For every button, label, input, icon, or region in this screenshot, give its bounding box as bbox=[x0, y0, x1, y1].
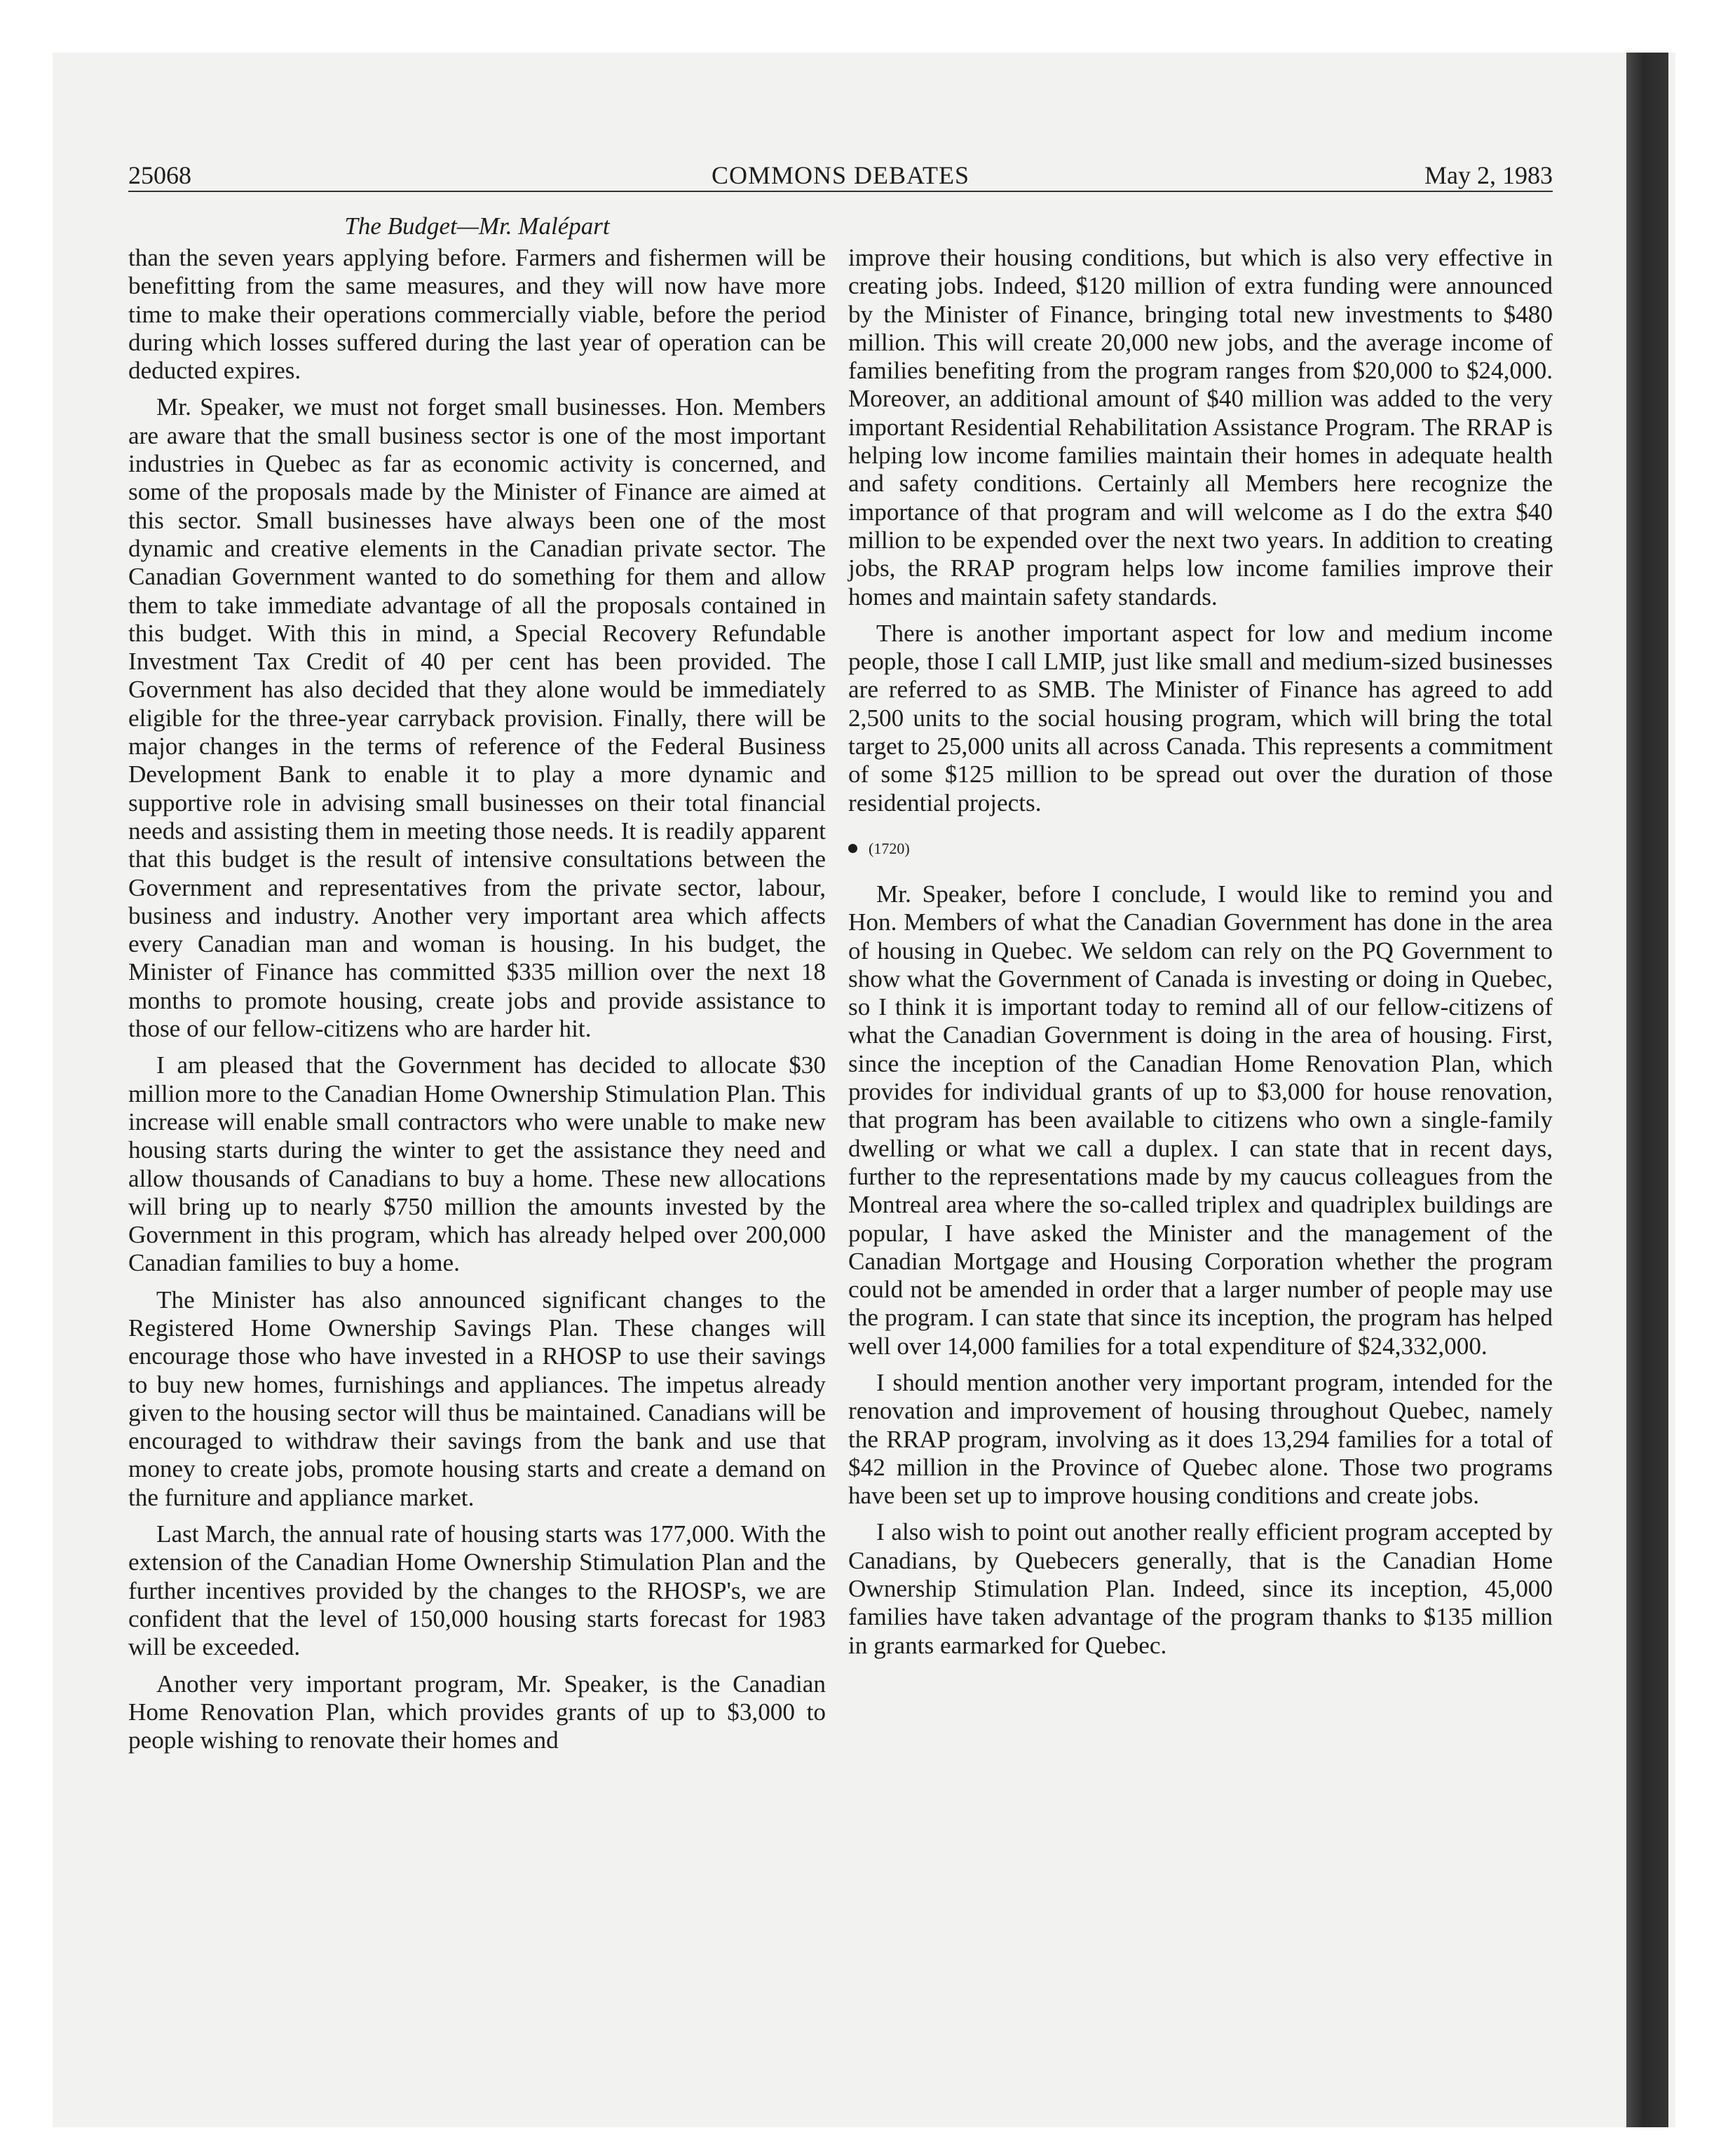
paragraph: Mr. Speaker, before I conclude, I would like to remind you and Hon. Members of what the Canadian Government has done in the area of housing in Quebec. We seldom can rely on the PQ Government to show what the Government of Canada is investing or doing in Quebec, so I think it is important today to remind all of our fellow-citizens of what the Canadian Government is doing in the area of housing. First, since the inception of the Canadian Home Renovation Plan, which provides for individual grants of up to $3,000 for house renovation, that program has been available to citizens who own a single-family dwelling or what we call a duplex. I can state that in recent days, further to the representations made by my caucus colleagues from the Montreal area where the so-called triplex and quadriplex buildings are popular, I have asked the Minister and the management of the Canadian Mortgage and Housing Corporation whether the program could not be amended in order that a larger number of people may use the program. I can state that since its inception, the program has helped well over 14,000 families for a total expenditure of $24,332,000. bbox=[848, 880, 1553, 1360]
running-head: The Budget—Mr. Malépart bbox=[344, 212, 610, 240]
right-column bbox=[848, 244, 1553, 1660]
paragraph: improve their housing conditions, but which is also very effective in creating jobs. Indeed, $120 million of extra funding were announced by the Minister of Finance, bringing total new investments to $480 million. This will create 20,000 new jobs, and the average income of families benefiting from the program ranges from $20,000 to $24,000. Moreover, an additional amount of $40 million was added to the very important Residential Rehabilitation Assistance Program. The RRAP is helping low income families maintain their homes in adequate health and safety conditions. Certainly all Members here recognize the importance of that program and will welcome as I do the extra $40 million to be expended over the next two years. In addition to creating jobs, the RRAP program helps low income families improve their homes and maintain safety standards. bbox=[848, 244, 1553, 610]
paragraph: Last March, the annual rate of housing starts was 177,000. With the extension of the Canadian Home Ownership Stimulation Plan and the further incentives provided by the changes to the RHOSP's, we are confident that the level of 150,000 housing starts forecast for 1983 will be exceeded. bbox=[128, 1520, 826, 1661]
paragraph: Mr. Speaker, we must not forget small businesses. Hon. Members are aware that the small business sector is one of the most important industries in Quebec as far as economic activity is concerned, and some of the proposals made by the Minister of Finance are aimed at this sector. Small businesses have always been one of the most dynamic and creative elements in the Canadian private sector. The Canadian Government wanted to do something for them and allow them to take immediate advantage of all the proposals contained in this budget. With this in mind, a Special Recovery Refundable Investment Tax Credit of 40 per cent has been provided. The Government has also decided that they alone would be immediately eligible for the three-year carryback provision. Finally, there will be major changes in the terms of reference of the Federal Business Development Bank to enable it to play a more dynamic and supportive role in advising small businesses on their total financial needs and assisting them in meeting those needs. It is readily apparent that this budget is the result of intensive consultations between the Government and representatives from the private sector, labour, business and industry. Another very important area which affects every Canadian man and woman is housing. In his budget, the Minister of Finance has committed $335 million over the next 18 months to promote housing, create jobs and provide assistance to those of our fellow-citizens who are harder hit. bbox=[128, 393, 826, 1043]
paragraph: I also wish to point out another really efficient program accepted by Canadians, by Quebecers generally, that is the Canadian Home Ownership Stimulation Plan. Indeed, since its inception, 45,000 families have taken advantage of the program thanks to $135 million in grants earmarked for Quebec. bbox=[848, 1518, 1553, 1659]
time-marker bbox=[848, 838, 1553, 859]
paragraph: The Minister has also announced significant changes to the Registered Home Ownership Savings Plan. These changes will encourage those who have invested in a RHOSP to use their savings to buy new homes, furnishings and appliances. The impetus already given to the housing sector will thus be maintained. Canadians will be encouraged to withdraw their savings from the bank and use that money to create jobs, promote housing starts and create a demand on the furniture and appliance market. bbox=[128, 1285, 826, 1511]
binding-edge bbox=[1626, 53, 1668, 2127]
paragraph: than the seven years applying before. Farmers and fishermen will be benefitting from the same measures, and they will now have more time to make their operations commercially viable, before the period during which losses suffered during the last year of operation can be deducted expires. bbox=[128, 244, 826, 385]
paragraph: I should mention another very important program, intended for the renovation and improvement of housing throughout Quebec, namely the RRAP program, involving as it does 13,294 families for a total of $42 million in the Province of Quebec alone. Those two programs have been set up to improve housing conditions and create jobs. bbox=[848, 1368, 1553, 1510]
page-header bbox=[128, 160, 1553, 192]
left-column bbox=[128, 244, 826, 1754]
bullet-icon bbox=[848, 844, 857, 853]
page-number: 25068 bbox=[128, 161, 191, 189]
paragraph: There is another important aspect for low and medium income people, those I call LMIP, just like small and medium-sized businesses are referred to as SMB. The Minister of Finance has agreed to add 2,500 units to the social housing program, which will bring the total target to 25,000 units all across Canada. This represents a commitment of some $125 million to be spread out over the duration of those residential projects. bbox=[848, 619, 1553, 817]
time-marker-label: (1720) bbox=[869, 839, 910, 857]
page-date: May 2, 1983 bbox=[1424, 161, 1553, 189]
paragraph: I am pleased that the Government has decided to allocate $30 million more to the Canadian Home Ownership Stimulation Plan. This increase will enable small contractors who were unable to make new housing starts during the winter to get the assistance they need and allow thousands of Canadians to buy a home. These new allocations will bring up to nearly $750 million the amounts invested by the Government in this program, which has already helped over 200,000 Canadian families to buy a home. bbox=[128, 1051, 826, 1277]
journal-title: COMMONS DEBATES bbox=[711, 161, 970, 189]
paragraph: Another very important program, Mr. Speaker, is the Canadian Home Renovation Plan, which provides grants of up to $3,000 to people wishing to renovate their homes and bbox=[128, 1670, 826, 1754]
